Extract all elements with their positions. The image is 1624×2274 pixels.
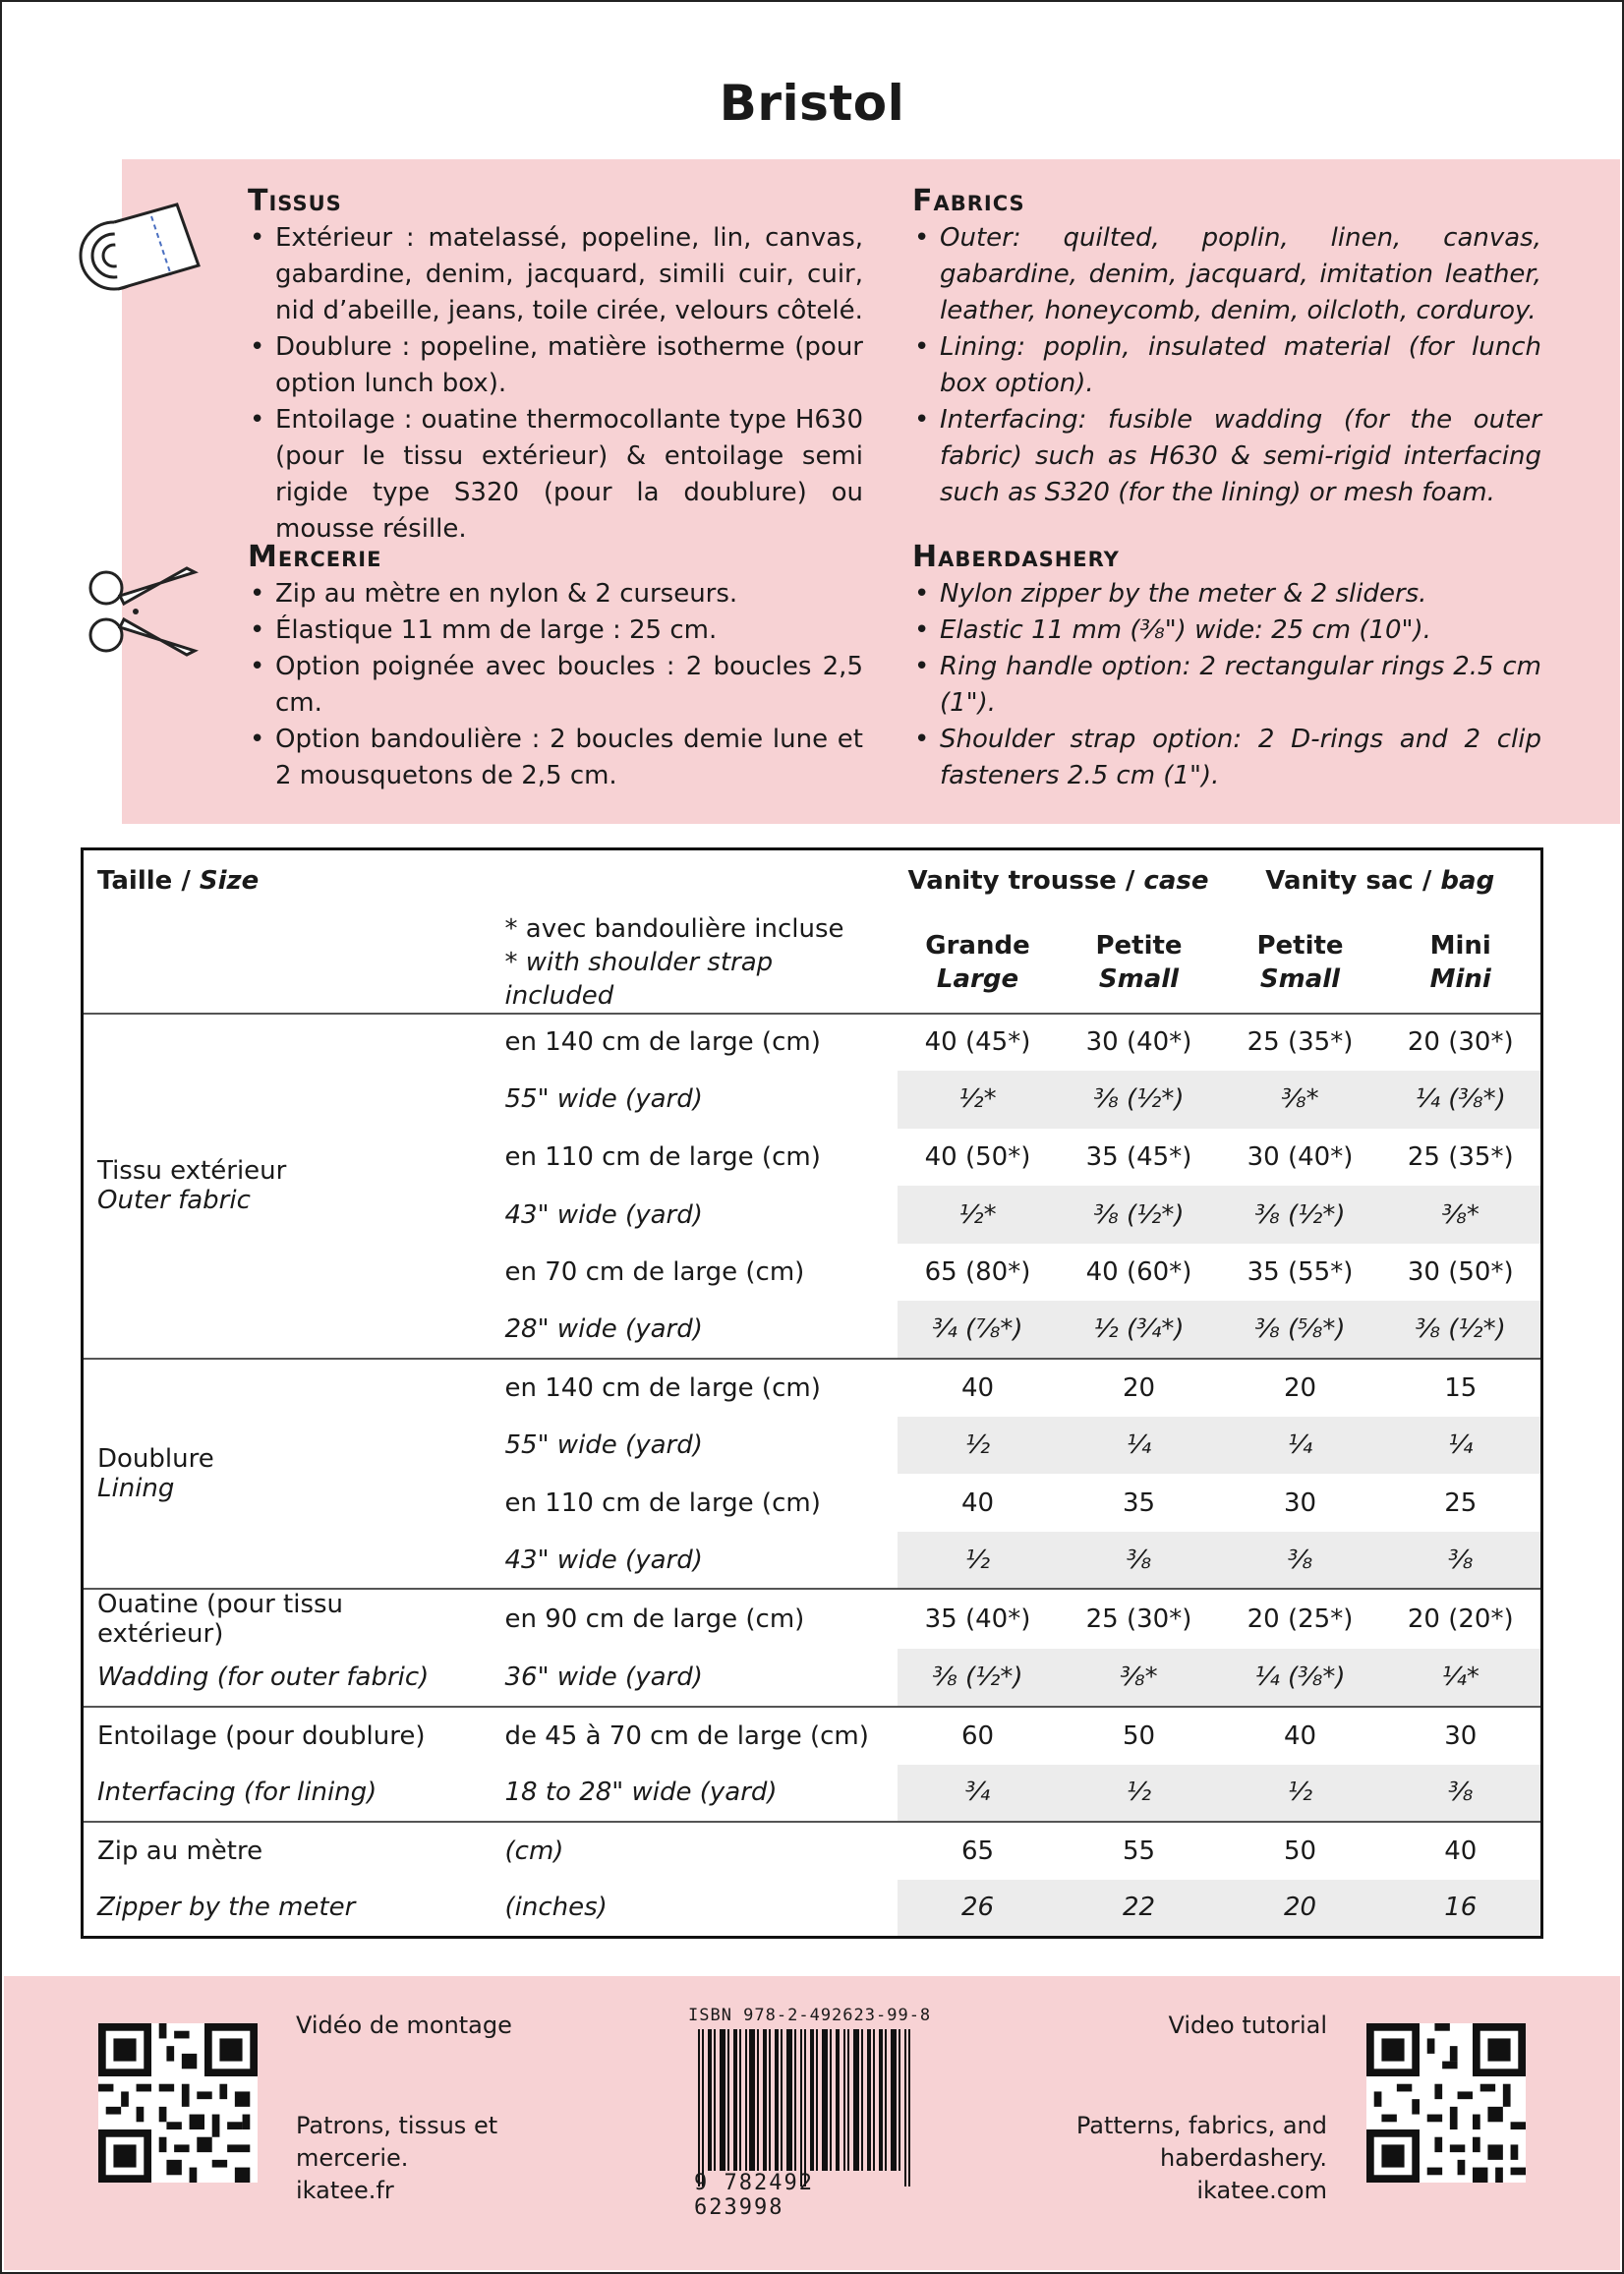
list-item: • Elastic 11 mm (⅜") wide: 25 cm (10"). bbox=[912, 612, 1541, 649]
shoulder-strap-note: * avec bandoulière incluse * with shoulder strap included bbox=[504, 913, 844, 1011]
table-row: en 110 cm de large (cm) 40 (50*) 35 (45*) 30 (40*) 25 (35*) bbox=[504, 1141, 1514, 1172]
table-row: Zip au mètre (cm) 65 55 50 40 bbox=[83, 1822, 1542, 1880]
shop-text-fr: Patrons, tissus et mercerie. ikatee.fr bbox=[296, 2110, 497, 2207]
fabric-roll-icon bbox=[79, 197, 203, 295]
barcode-digits: 9 782492 623998 bbox=[694, 2171, 814, 2220]
table-row: Ouatine (pour tissu extérieur) en 90 cm de large (cm) 35 (40*) 25 (30*) 20 (25*) 20 (20*) bbox=[83, 1589, 1542, 1649]
list-item: • Doublure : popeline, matière isotherme (pour option lunch box). bbox=[248, 329, 863, 402]
size-header-cell: Mini Mini bbox=[1429, 930, 1491, 994]
table-row: 43" wide (yard) ½* ⅜ (½*) ⅜ (½*) ⅜* bbox=[83, 1186, 1542, 1244]
website-link-en[interactable]: ikatee.com bbox=[1196, 2177, 1327, 2204]
list-item: • Entoilage : ouatine thermocollante type H630 (pour le tissu extérieur) & entoilage semi rigide type S320 (pour la doublure) ou mousse résille. bbox=[248, 402, 863, 548]
table-row: Interfacing (for lining) 18 to 28" wide (yard) ¾ ½ ½ ⅜ bbox=[83, 1765, 1542, 1823]
group-header-case: Vanity trousse / case bbox=[907, 866, 1209, 897]
list-item: • Interfacing: fusible wadding (for the outer fabric) such as H630 & semi-rigid interfacing such as S320 (for the lining) or mesh foam. bbox=[912, 402, 1541, 511]
size-header-cell: Petite Small bbox=[1095, 930, 1183, 994]
list-item: • Shoulder strap option: 2 D-rings and 2 clip fasteners 2.5 cm (1"). bbox=[912, 722, 1541, 794]
list-item: • Élastique 11 mm de large : 25 cm. bbox=[248, 612, 863, 649]
notions-heading-en: Haberdashery bbox=[912, 540, 1120, 574]
website-link-fr[interactable]: ikatee.fr bbox=[296, 2177, 394, 2204]
fabrics-section-en bbox=[912, 185, 1541, 511]
fabrics-heading-en: Fabrics bbox=[912, 184, 1025, 218]
notions-section-en bbox=[912, 541, 1541, 794]
table-row: Zipper by the meter (inches) 26 22 20 16 bbox=[83, 1880, 1542, 1938]
page-title: Bristol bbox=[719, 75, 905, 132]
barcode-image bbox=[694, 2029, 916, 2187]
list-item: • Zip au mètre en nylon & 2 curseurs. bbox=[248, 576, 863, 612]
table-row: Entoilage (pour doublure) de 45 à 70 cm de large (cm) 60 50 40 30 bbox=[83, 1707, 1542, 1765]
table-row: 55" wide (yard) ½ ¼ ¼ ¼ bbox=[83, 1417, 1542, 1475]
table-row: 28" wide (yard) ¾ (⅞*) ½ (¾*) ⅜ (⅝*) ⅜ (½*) bbox=[83, 1301, 1542, 1359]
video-label-fr: Vidéo de montage bbox=[296, 2012, 512, 2039]
group-header-bag: Vanity sac / bag bbox=[1265, 866, 1495, 897]
lining-label: Doublure Lining bbox=[83, 1359, 492, 1589]
table-row: 43" wide (yard) ½ ⅜ ⅜ ⅜ bbox=[83, 1532, 1542, 1590]
list-item: • Ring handle option: 2 rectangular rings 2.5 cm (1"). bbox=[912, 649, 1541, 722]
scissors-icon bbox=[85, 564, 199, 659]
list-item: • Option bandoulière : 2 boucles demie lune et 2 mousquetons de 2,5 cm. bbox=[248, 722, 863, 794]
notions-heading-fr: Mercerie bbox=[248, 540, 382, 574]
list-item: • Extérieur : matelassé, popeline, lin, canvas, gabardine, denim, jacquard, simili cuir, cuir, nid d’abeille, jeans, toile cirée, velours côtelé. bbox=[248, 220, 863, 329]
notions-section-fr bbox=[248, 541, 863, 794]
table-row: en 70 cm de large (cm) 65 (80*) 40 (60*) 35 (55*) 30 (50*) bbox=[504, 1257, 1514, 1288]
size-header: Taille / Size bbox=[97, 866, 260, 897]
list-item: • Option poignée avec boucles : 2 boucles 2,5 cm. bbox=[248, 649, 863, 722]
table-row: en 110 cm de large (cm) 40 35 30 25 bbox=[504, 1487, 1478, 1518]
size-header-cell: Grande Large bbox=[925, 930, 1030, 994]
table-row: Wadding (for outer fabric) 36" wide (yard) ⅜ (½*) ⅜* ¼ (⅜*) ¼* bbox=[83, 1649, 1542, 1707]
table-row: 55" wide (yard) ½* ⅜ (½*) ⅜* ¼ (⅜*) bbox=[83, 1071, 1542, 1129]
table-row: Tissu extérieur Outer fabric en 140 cm de large (cm) 40 (45*) 30 (40*) 25 (35*) 20 (30*) bbox=[83, 1014, 1542, 1072]
list-item: • Outer: quilted, poplin, linen, canvas, gabardine, denim, jacquard, imitation leather, leather, honeycomb, denim, oilcloth, corduroy. bbox=[912, 220, 1541, 329]
list-item: • Lining: poplin, insulated material (for lunch box option). bbox=[912, 329, 1541, 402]
fabric-requirements-table bbox=[81, 847, 1543, 1939]
outer-fabric-label: Tissu extérieur Outer fabric bbox=[83, 1014, 492, 1360]
qr-code-fr[interactable] bbox=[98, 2023, 258, 2183]
shop-text-en: Patterns, fabrics, and haberdashery. ikatee.com bbox=[1076, 2110, 1327, 2207]
size-header-cell: Petite Small bbox=[1256, 930, 1344, 994]
fabrics-section-fr bbox=[248, 185, 863, 548]
fabrics-heading-fr: Tissus bbox=[248, 184, 342, 218]
isbn-label: ISBN 978-2-492623-99-8 bbox=[688, 2006, 932, 2025]
list-item: • Nylon zipper by the meter & 2 sliders. bbox=[912, 576, 1541, 612]
video-label-en: Video tutorial bbox=[1168, 2012, 1327, 2039]
table-row: Doublure Lining en 140 cm de large (cm) 40 20 20 15 bbox=[83, 1359, 1542, 1417]
qr-code-en[interactable] bbox=[1366, 2023, 1526, 2183]
